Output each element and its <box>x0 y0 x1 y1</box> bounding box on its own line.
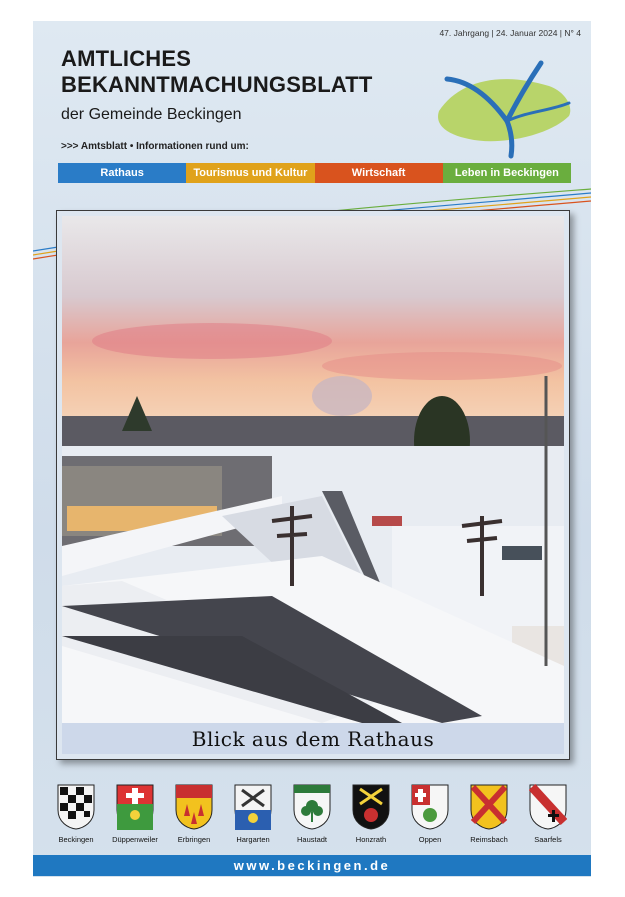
municipality-logo-icon <box>429 51 579 161</box>
crest-hargarten: Hargarten <box>224 784 282 844</box>
cross-crest-icon <box>116 784 154 830</box>
cover-photo <box>62 216 564 723</box>
checkered-crest-icon <box>57 784 95 830</box>
tagline: >>> Amtsblatt • Informationen rund um: <box>61 141 249 152</box>
clover-crest-icon <box>293 784 331 830</box>
lily-crest-icon <box>175 784 213 830</box>
crest-beckingen: Beckingen <box>47 784 105 844</box>
title-line-1: AMTLICHES <box>61 46 192 71</box>
crest-saarfels: Saarfels <box>519 784 577 844</box>
crest-honzrath: Honzrath <box>342 784 400 844</box>
green-cross-crest-icon <box>411 784 449 830</box>
issue-info: 47. Jahrgang | 24. Januar 2024 | N° 4 <box>439 28 581 38</box>
hammers-crest-icon <box>352 784 390 830</box>
bend-crest-icon <box>529 784 567 830</box>
title-line-2: BEKANNTMACHUNGSBLATT <box>61 72 373 97</box>
cover-photo-frame <box>56 210 570 760</box>
crest-reimsbach: Reimsbach <box>460 784 518 844</box>
crest-erbringen: Erbringen <box>165 784 223 844</box>
saltire-crest-icon <box>470 784 508 830</box>
nav-rathaus[interactable]: Rathaus <box>58 163 186 183</box>
crest-row <box>47 784 577 844</box>
cover-caption: Blick aus dem Rathaus <box>62 723 564 754</box>
subtitle: der Gemeinde Beckingen <box>61 106 242 123</box>
cover-page <box>33 21 591 877</box>
website-footer[interactable] <box>33 855 591 876</box>
crest-dueppenweiler: Düppenweiler <box>106 784 164 844</box>
nav-wirtschaft[interactable]: Wirtschaft <box>315 163 443 183</box>
tools-crest-icon <box>234 784 272 830</box>
nav-leben[interactable]: Leben in Beckingen <box>443 163 571 183</box>
website-url[interactable]: www.beckingen.de <box>233 858 391 873</box>
crest-haustadt: Haustadt <box>283 784 341 844</box>
crest-oppen: Oppen <box>401 784 459 844</box>
nav-tourismus-kultur[interactable]: Tourismus und Kultur <box>186 163 314 183</box>
